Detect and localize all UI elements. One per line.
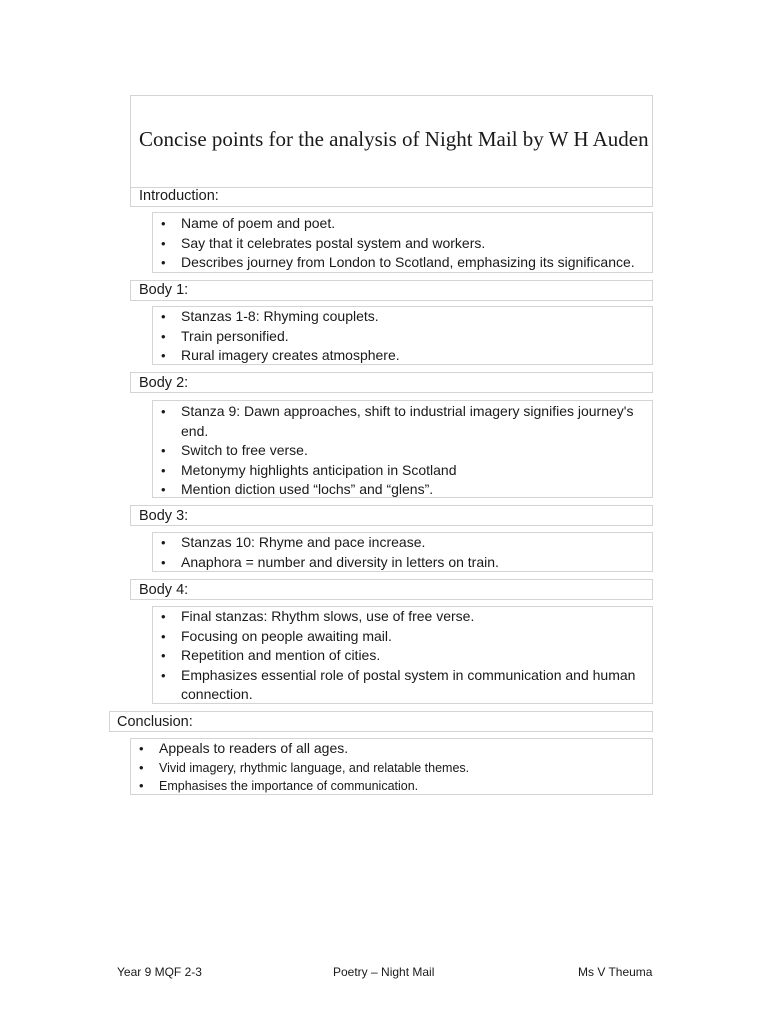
bullet-icon: • <box>139 741 144 756</box>
section-heading-box <box>130 280 653 301</box>
bullet-icon: • <box>161 404 166 419</box>
list-item: • Emphasizes essential role of postal system in communication and human connection. <box>161 666 636 702</box>
list-item: • Anaphora = number and diversity in letters on train. <box>161 553 649 573</box>
bullet-icon: • <box>161 443 166 458</box>
section-heading-introduction: Introduction: <box>139 188 219 204</box>
section-heading-box <box>130 579 653 600</box>
bullet-icon: • <box>161 648 166 663</box>
section-heading-conclusion: Conclusion: <box>117 714 193 730</box>
list-item: • Stanzas 10: Rhyme and pace increase. <box>161 533 649 553</box>
conclusion-list-small <box>139 759 647 795</box>
section-heading-body-3: Body 3: <box>139 508 189 524</box>
bullet-icon: • <box>139 760 144 775</box>
body-2-list <box>161 402 639 500</box>
bullet-icon: • <box>161 535 166 550</box>
conclusion-list <box>139 739 647 759</box>
bullet-icon: • <box>161 482 166 497</box>
bullet-icon: • <box>161 554 166 570</box>
bullet-icon: • <box>161 328 166 344</box>
bullet-icon: • <box>161 235 166 251</box>
bullet-icon: • <box>161 462 166 478</box>
section-heading-body-4: Body 4: <box>139 582 189 598</box>
list-item: • Describes journey from London to Scotland, emphasizing its significance. <box>161 253 649 273</box>
list-item: • Name of poem and poet. <box>161 214 649 234</box>
list-item: • Rural imagery creates atmosphere. <box>161 346 649 366</box>
list-item: • Repetition and mention of cities. <box>161 646 649 666</box>
list-item: • Stanzas 1-8: Rhyming couplets. <box>161 307 649 327</box>
bullet-icon: • <box>161 609 166 624</box>
body-1-list <box>161 307 649 366</box>
bullet-icon: • <box>161 348 166 363</box>
list-item: • Stanza 9: Dawn approaches, shift to industrial imagery signifies journey's end. <box>161 403 634 439</box>
body-4-list <box>161 607 649 705</box>
list-item: • Say that it celebrates postal system and workers. <box>161 234 649 254</box>
bullet-icon: • <box>139 778 144 793</box>
list-item: • Train personified. <box>161 327 649 347</box>
bullet-icon: • <box>161 309 166 324</box>
list-item: • Vivid imagery, rhythmic language, and relatable themes. <box>139 760 470 775</box>
footer-center: Poetry – Night Mail <box>333 965 435 979</box>
bullet-icon: • <box>161 255 166 270</box>
list-item: • Mention diction used “lochs” and “glens”. <box>161 480 639 500</box>
list-item: • Focusing on people awaiting mail. <box>161 627 649 647</box>
introduction-list <box>161 214 649 273</box>
list-item: • Appeals to readers of all ages. <box>139 739 647 759</box>
list-item: • Final stanzas: Rhythm slows, use of free verse. <box>161 607 649 627</box>
list-item: • Switch to free verse. <box>161 441 639 461</box>
list-item: • Metonymy highlights anticipation in Scotland <box>161 461 639 481</box>
section-heading-body-1: Body 1: <box>139 282 189 298</box>
bullet-icon: • <box>161 216 166 231</box>
section-heading-body-2: Body 2: <box>139 375 189 391</box>
footer-right: Ms V Theuma <box>578 965 653 979</box>
footer-left: Year 9 MQF 2-3 <box>117 965 202 979</box>
document-title: Concise points for the analysis of Night Mail by W H Auden <box>139 127 649 151</box>
section-heading-box <box>130 505 653 526</box>
body-3-list <box>161 533 649 572</box>
section-heading-box <box>130 372 653 393</box>
bullet-icon: • <box>161 628 166 644</box>
bullet-icon: • <box>161 667 166 683</box>
list-item: • Emphasises the importance of communication. <box>139 778 419 793</box>
